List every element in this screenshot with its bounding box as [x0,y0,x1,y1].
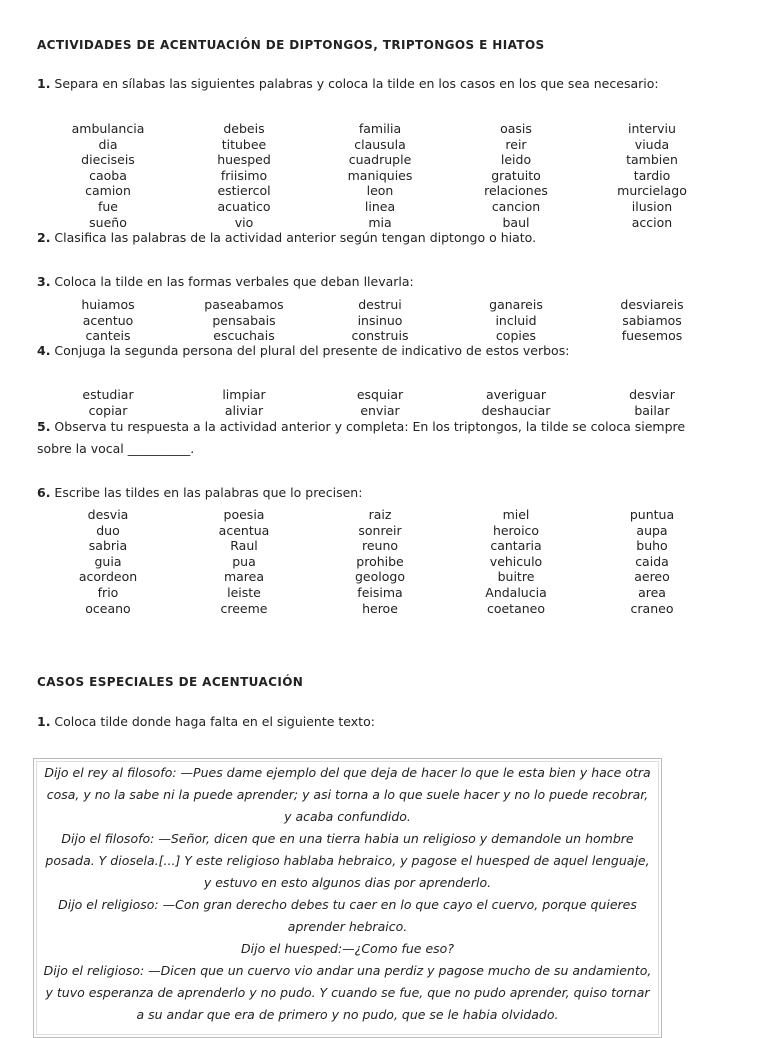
word-cell: estudiar [82,387,134,402]
question-number: 1. [37,76,51,91]
word-cell: oceano [85,600,131,616]
question-number: 5. [37,419,51,434]
word-cell: desviar [629,387,675,402]
word-cell: cantaria [490,538,542,554]
word-cell: raiz [368,507,392,522]
word-cell: caida [635,553,669,569]
word-cell: clausula [354,136,406,152]
section-title: CASOS ESPECIALES DE ACENTUACIÓN [37,675,304,689]
question-5-continuation: sobre la vocal __________. [37,441,195,456]
word-cell: huiamos [81,297,135,312]
word-cell: sabria [88,538,128,554]
word-cell: escuchais [213,328,275,344]
question-number: 4. [37,343,51,358]
question-1 [37,76,659,91]
word-cell: craneo [630,600,674,616]
word-cell: mia [368,214,392,230]
word-cell: copiar [88,402,128,418]
word-cell: area [638,584,666,600]
word-cell: maniquies [347,167,413,183]
passage-box [33,758,662,1038]
word-cell: destrui [358,297,402,312]
word-cell: relaciones [484,183,548,199]
passage-paragraph: Dijo el huesped:—¿Como fue eso? [241,941,454,956]
word-cell: pua [232,553,256,569]
word-cell: dia [98,136,118,152]
word-cell: acuatico [217,198,271,214]
word-cell: huesped [217,152,271,168]
question-text: Coloca la tilde en las formas verbales que deban llevarla: [50,274,414,289]
word-grid-1 [40,121,720,230]
word-cell: miel [502,507,530,522]
word-cell: desviareis [620,297,684,312]
word-cell: familia [358,121,402,136]
word-cell: friisimo [220,167,268,183]
word-cell: ganareis [489,297,543,312]
word-cell: cancion [491,198,541,214]
word-cell: frio [97,584,119,600]
word-cell: cuadruple [348,152,412,168]
page-title: ACTIVIDADES DE ACENTUACIÓN DE DIPTONGOS, TRIPTONGOS E HIATOS [37,38,545,52]
question-4 [37,343,569,358]
word-cell: tambien [626,152,678,168]
word-cell: titubee [221,136,267,152]
word-cell: baul [502,214,530,230]
word-cell: murcielago [617,183,687,199]
word-cell: camion [85,183,131,199]
word-cell: acentuo [82,312,134,328]
word-cell: interviu [628,121,676,136]
question-2 [37,230,536,245]
word-cell: Andalucia [485,584,547,600]
word-cell: geologo [355,569,405,585]
word-cell: reuno [361,538,399,554]
word-cell: ilusion [631,198,673,214]
word-cell: caoba [89,167,127,183]
passage-paragraph: Dijo el rey al filosofo: —Pues dame ejemplo del que deja de hacer lo que le esta bien y hace otra cosa, y no la sabe ni la puede aprender; y asi torna a lo que suele hacer y no lo puede recobrar, y acaba confundido. [44,765,651,824]
word-cell: sabiamos [622,312,682,328]
question-3 [37,274,414,289]
word-cell: canteis [85,328,131,344]
word-cell: fuesemos [621,328,683,344]
word-cell: feisima [357,584,403,600]
word-cell: prohibe [356,553,404,569]
question-text: Clasifica las palabras de la actividad anterior según tengan diptongo o hiato. [50,230,537,245]
word-cell: insinuo [357,312,403,328]
word-cell: incluid [495,312,537,328]
word-grid-4 [40,387,720,418]
word-cell: marea [223,569,265,585]
word-cell: desvia [87,507,129,522]
word-cell: sonreir [358,522,402,538]
word-cell: gratuito [491,167,541,183]
word-cell: bailar [634,402,670,418]
word-cell: viuda [634,136,670,152]
word-cell: construis [351,328,409,344]
question-number: 6. [37,485,51,500]
word-cell: duo [96,522,120,538]
word-cell: vio [234,214,254,230]
word-cell: heroe [362,600,398,616]
word-cell: limpiar [222,387,266,402]
question-6 [37,485,362,500]
word-cell: fue [97,198,118,214]
word-cell: acentua [218,522,270,538]
word-cell: leido [500,152,532,168]
word-cell: copies [495,328,537,344]
question-text: Coloca tilde donde haga falta en el siguiente texto: [50,714,375,729]
word-cell: creeme [220,600,268,616]
word-cell: estiercol [217,183,271,199]
question-number: 1. [37,714,51,729]
word-cell: enviar [360,402,400,418]
word-cell: paseabamos [204,297,284,312]
word-cell: poesia [223,507,265,522]
passage-paragraph: Dijo el religioso: —Con gran derecho debes tu caer en lo que cayo el cuervo, porque quieres aprender hebraico. [58,897,637,934]
word-cell: vehiculo [489,553,543,569]
question-number: 3. [37,274,51,289]
word-cell: oasis [500,121,532,136]
word-grid-3 [40,297,720,344]
word-cell: dieciseis [81,152,135,168]
word-cell: buitre [497,569,535,585]
word-cell: linea [364,198,396,214]
question-text: Separa en sílabas las siguientes palabras y coloca la tilde en los casos en los que sea necesario: [50,76,659,91]
word-cell: pensabais [212,312,276,328]
word-cell: accion [631,214,673,230]
word-cell: leiste [227,584,261,600]
question-number: 2. [37,230,51,245]
word-cell: aupa [636,522,668,538]
word-cell: buho [636,538,668,554]
word-cell: aereo [634,569,670,585]
word-cell: guia [94,553,122,569]
special-question-1 [37,714,375,729]
question-text: Escribe las tildes en las palabras que lo precisen: [50,485,363,500]
word-cell: acordeon [78,569,138,585]
word-cell: debeis [223,121,265,136]
word-cell: ambulancia [71,121,145,136]
question-text: Conjuga la segunda persona del plural del presente de indicativo de estos verbos: [50,343,570,358]
passage-paragraph: Dijo el filosofo: —Señor, dicen que en una tierra habia un religioso y demandole un hombre posada. Y diosela.[...] Y este religioso hablaba hebraico, y pagose el huesped de aquel lenguaje, y estuvo en esto algunos dias por aprenderlo. [45,831,650,890]
word-cell: leon [366,183,394,199]
word-cell: reir [505,136,527,152]
word-grid-6 [40,507,720,616]
passage-paragraph: Dijo el religioso: —Dicen que un cuervo vio andar una perdiz y pagose mucho de su andamiento, y tuvo esperanza de aprenderlo y no pudo. Y cuando se fue, que no pudo aprender, quiso tornar a su andar que era de primero y no pudo, que se le habia olvidado. [43,963,652,1022]
word-cell: heroico [492,522,540,538]
word-cell: Raul [230,538,258,554]
question-5 [37,419,685,434]
word-cell: deshauciar [481,402,551,418]
word-cell: tardio [633,167,671,183]
word-cell: puntua [629,507,675,522]
word-cell: esquiar [356,387,404,402]
word-cell: coetaneo [486,600,546,616]
word-cell: aliviar [224,402,264,418]
question-text: Observa tu respuesta a la actividad anterior y completa: En los triptongos, la tilde se coloca siempre [50,419,686,434]
word-cell: averiguar [485,387,547,402]
word-cell: sueño [89,214,127,230]
